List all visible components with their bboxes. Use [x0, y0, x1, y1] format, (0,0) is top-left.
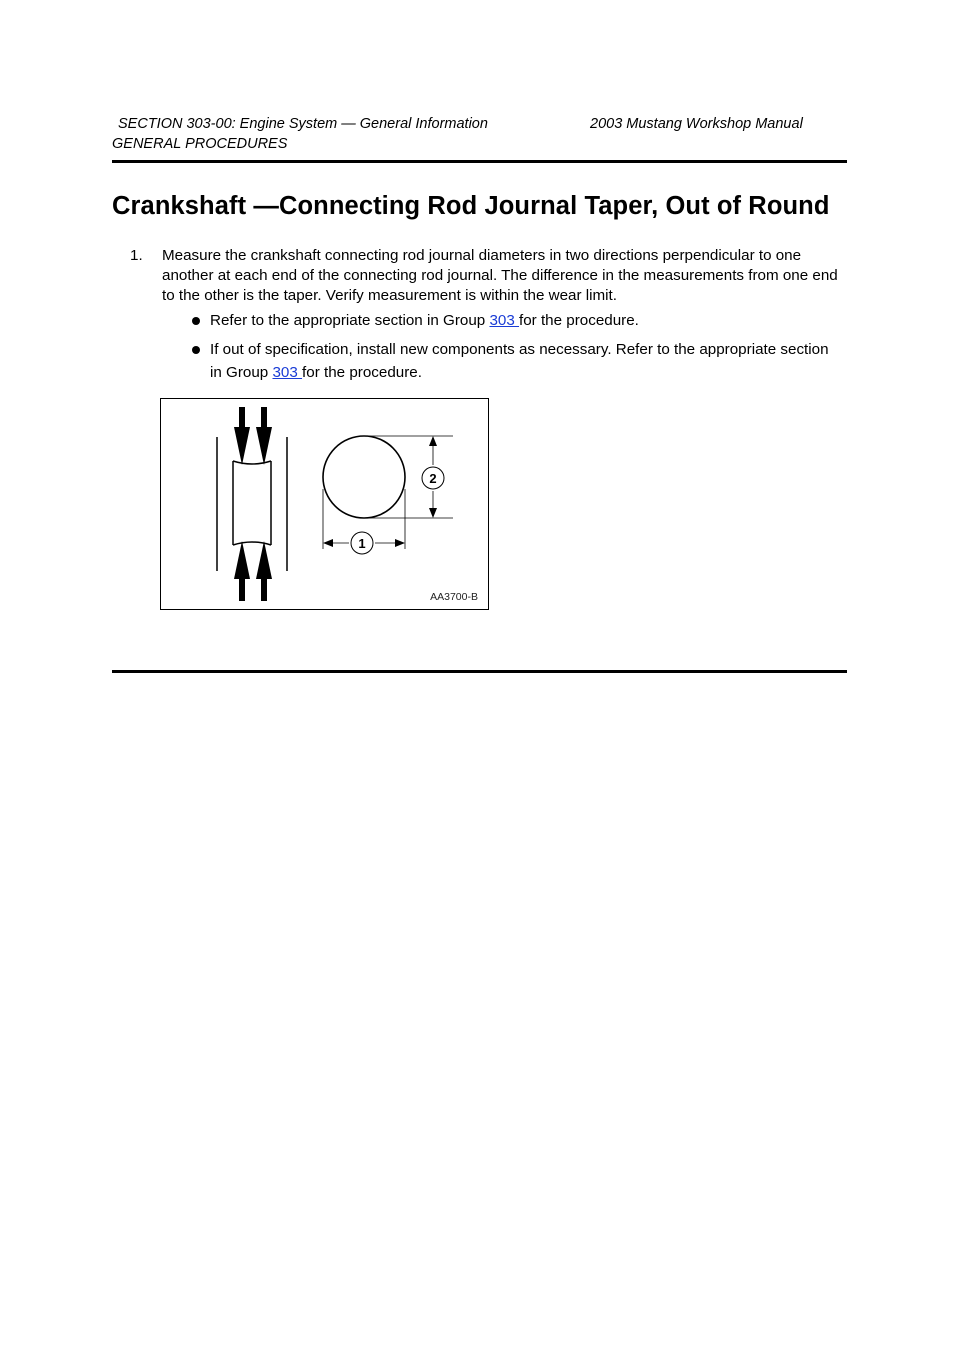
- group-303-link[interactable]: 303: [272, 364, 303, 381]
- header-divider: [112, 160, 847, 163]
- top-arrows: [234, 407, 272, 465]
- bottom-arrows: [234, 541, 272, 601]
- figure-code: AA3700-B: [430, 591, 478, 603]
- step-number: 1.: [130, 247, 143, 264]
- journal-measurement-figure: [160, 398, 489, 610]
- bullet-dot-icon: [192, 346, 200, 354]
- bullet-text: If out of specification, install new components as necessary. Refer to the appropriate section in Group 303 for the procedure.: [210, 341, 829, 381]
- journal-diagram: [161, 399, 488, 609]
- callout-2: [422, 467, 444, 489]
- header-section-title: SECTION 303-00: Engine System — General Information: [118, 116, 488, 132]
- callout-1: [351, 532, 373, 554]
- callout-2-label: 2: [429, 471, 437, 486]
- footer-divider: [112, 670, 847, 673]
- header-manual-title: 2003 Mustang Workshop Manual: [590, 116, 803, 132]
- page-title: Crankshaft —Connecting Rod Journal Taper, Out of Round: [112, 192, 830, 220]
- group-303-link[interactable]: 303: [489, 312, 520, 329]
- bullet-dot-icon: [192, 317, 200, 325]
- journal-circle: [323, 436, 405, 518]
- header-subsection: GENERAL PROCEDURES: [112, 136, 288, 152]
- dimension-arrowheads: [323, 436, 437, 547]
- callout-1-label: 1: [358, 536, 366, 551]
- dimension-lines: [323, 436, 453, 549]
- step-text: Measure the crankshaft connecting rod journal diameters in two directions perpendicular to one another at each end of the connecting rod journal. The difference in the measurements from one end to the other is the taper. Verify measurement is within the wear limit.: [162, 247, 838, 304]
- journal-side-view: [217, 437, 287, 571]
- bullet-text: Refer to the appropriate section in Group 303 for the procedure.: [210, 312, 639, 329]
